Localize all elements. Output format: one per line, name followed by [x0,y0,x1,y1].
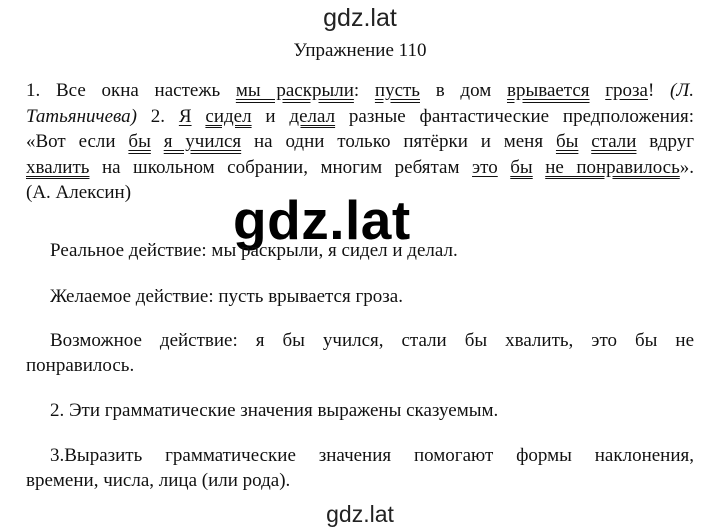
text-line-5: (А. Алексин) [26,182,132,203]
answer-item-2: 2. Эти грамматические значения выражены сказуемым. [50,400,499,421]
answer-item-3-line-2: времени, числа, лица (или рода). [26,470,291,491]
watermark-middle: gdz.lat [233,189,411,251]
text-fragment: 2. [136,105,179,127]
real-action: Реальное действие: мы раскрыли, я сидел и делал. [50,240,458,261]
desired-action: Желаемое действие: пусть врывается гроза. [50,286,403,307]
predicate-underlined: бы [128,131,151,152]
possible-action-line-2: понравилось. [26,355,135,376]
predicate-underlined: бы [510,156,533,178]
text-fragment: 1. Все окна настежь [26,80,236,101]
text-fragment: на одни только пятёрки и меня [241,131,556,152]
watermark-top: gdz.lat [323,4,397,32]
predicate-underlined: сидел [205,105,252,127]
text-fragment: ». [679,156,695,178]
text-fragment [192,106,206,127]
predicate-underlined: не понравилось [545,156,680,178]
text-fragment: на школьном собрании, многим ребятам [89,156,473,178]
exercise-title: Упражнение 110 [293,40,427,61]
predicate-underlined: бы [555,131,579,152]
text-fragment: «Вот если [26,131,129,152]
predicate-underlined: хвалить [26,156,90,178]
predicate-underlined: пусть [374,80,420,101]
text-fragment [151,131,164,152]
answer-item-3 [50,443,694,468]
text-fragment: и [251,105,290,127]
author-citation: (Л. [670,80,694,101]
text-fragment [533,157,546,178]
answer-item-3-line-1: 3.Выразить грамматические значения помогают формы наклонения, [50,445,694,466]
predicate-underlined: врывается [506,80,590,101]
text-fragment: разные фантастические предположения: [335,105,695,127]
text-fragment: вдруг [636,131,695,152]
author-citation: Татьяничева) [26,105,137,127]
text-fragment [578,131,591,152]
watermark-bottom: gdz.lat [326,501,394,527]
predicate-underlined: стали [591,131,637,152]
text-line-3 [26,129,694,155]
text-fragment [590,80,606,101]
text-line-2 [26,104,694,130]
predicate-underlined: я учился [163,131,242,152]
text-line-4 [26,155,694,181]
text-fragment: : [353,80,375,101]
predicate-underlined: делал [289,105,336,127]
text-fragment [498,157,511,178]
exercise-text [26,78,694,206]
subject-underlined: Я [178,105,192,127]
text-line-1 [26,78,694,104]
subject-underlined: это [472,156,498,178]
possible-action-line-1: Возможное действие: я бы учился, стали бы хвалить, это бы не [50,330,694,351]
text-fragment: в дом [419,80,507,101]
predicate-underlined: мы раскрыли [235,80,354,101]
text-fragment: ! [647,80,671,101]
possible-action [50,328,694,353]
subject-underlined: гроза [605,80,648,101]
